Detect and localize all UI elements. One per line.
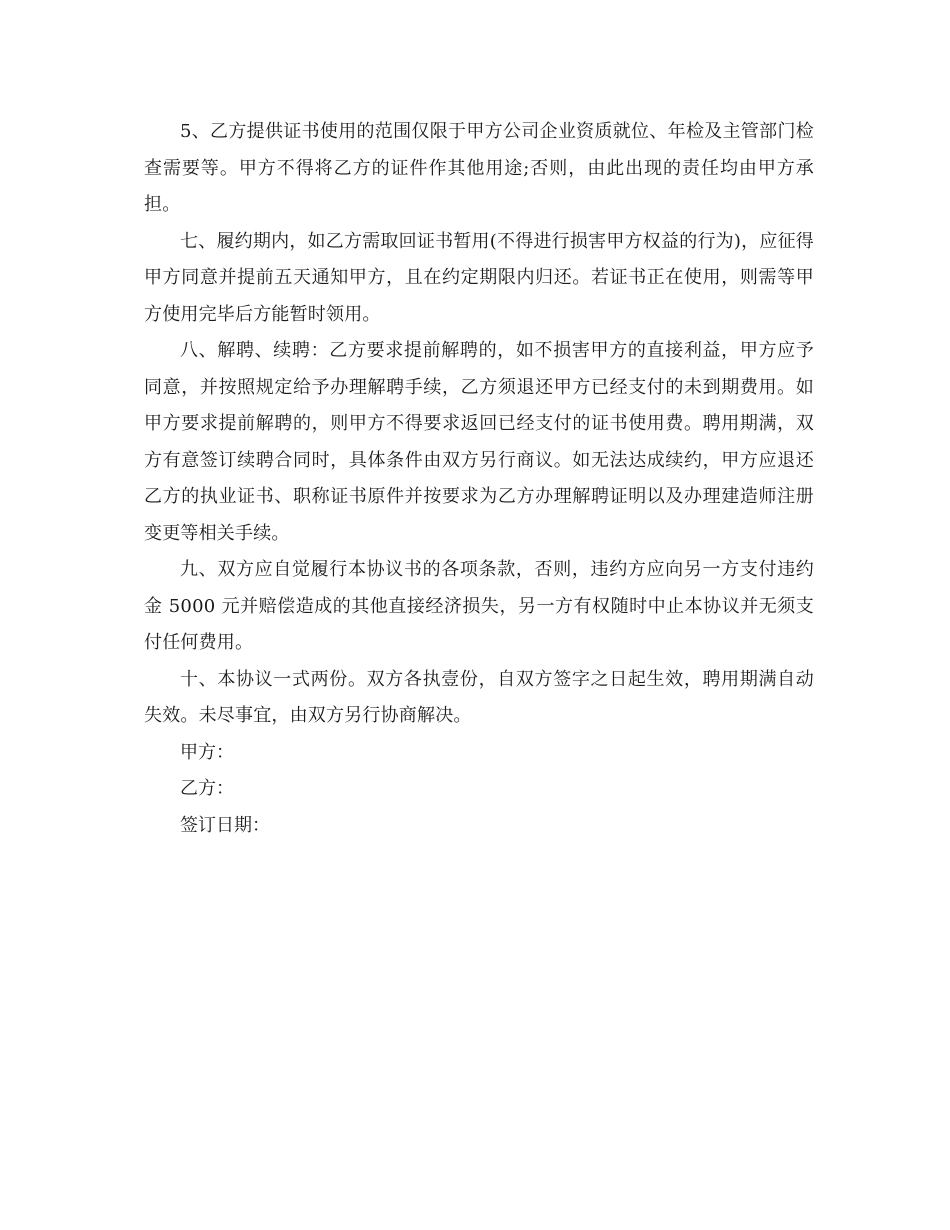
clause-10: 十、本协议一式两份。双方各执壹份，自双方签字之日起生效，聘用期满自动失效。未尽事宜，由双方另行协商解决。 — [144, 668, 814, 726]
document-body — [144, 114, 814, 844]
party-b-signature-label: 乙方： — [180, 778, 234, 799]
clause-7: 七、履约期内，如乙方需取回证书暂用(不得进行损害甲方权益的行为)，应征得甲方同意并提前五天通知甲方，且在约定期限内归还。若证书正在使用，则需等甲方使用完毕后方能暂时领用。 — [144, 230, 814, 325]
sign-date-label: 签订日期： — [180, 814, 270, 836]
clause-5: 5、乙方提供证书使用的范围仅限于甲方公司企业资质就位、年检及主管部门检查需要等。甲方不得将乙方的证件作其他用途;否则，由此出现的责任均由甲方承担。 — [144, 121, 814, 215]
clause-9: 九、双方应自觉履行本协议书的各项条款，否则，违约方应向另一方支付违约金 5000 元并赔偿造成的其他直接经济损失，另一方有权随时中止本协议并无须支付任何费用。 — [144, 559, 814, 653]
party-a-signature-label: 甲方： — [180, 741, 234, 763]
clause-8: 八、解聘、续聘：乙方要求提前解聘的，如不损害甲方的直接利益，甲方应予同意，并按照规定给予办理解聘手续，乙方须退还甲方已经支付的未到期费用。如甲方要求提前解聘的，则甲方不得要求返回已经支付的证书使用费。聘用期满，双方有意签订续聘合同时，具体条件由双方另行商议。如无法达成续约，甲方应退还乙方的执业证书、职称证书原件并按要求为乙方办理解聘证明以及办理建造师注册变更等相关手续。 — [144, 340, 814, 544]
